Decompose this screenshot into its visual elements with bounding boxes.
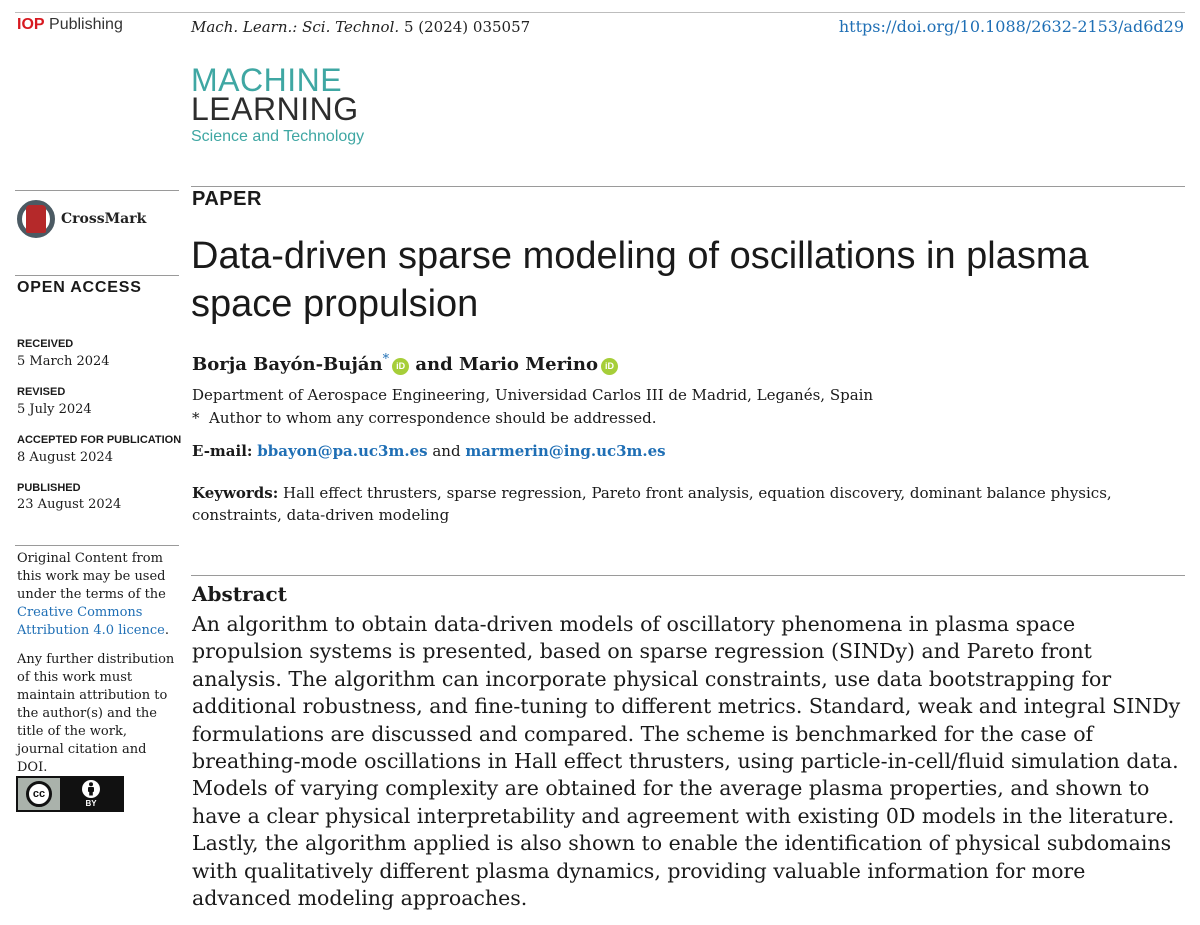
affiliation: Department of Aerospace Engineering, Universidad Carlos III de Madrid, Leganés, Spain bbox=[192, 386, 874, 404]
license-text-end: . bbox=[164, 623, 169, 638]
open-access-label: OPEN ACCESS bbox=[17, 279, 142, 296]
author-name[interactable]: Borja Bayón-Buján bbox=[192, 354, 383, 375]
keywords-text: Hall effect thrusters, sparse regression, Pareto front analysis, equation discovery, dominant balance physics, constraints, data-driven modeling bbox=[192, 484, 1112, 524]
section-label: PAPER bbox=[192, 188, 262, 210]
date-value: 5 March 2024 bbox=[17, 354, 110, 369]
paper-title: Data-driven sparse modeling of oscillations in plasma space propulsion bbox=[191, 235, 1089, 325]
crossmark-badge[interactable] bbox=[17, 200, 146, 238]
abstract-rule bbox=[191, 575, 1185, 576]
email-line bbox=[192, 442, 666, 460]
by-label: BY bbox=[85, 799, 97, 808]
email-link[interactable]: bbayon@pa.uc3m.es bbox=[257, 442, 428, 460]
publisher-logo-text: Publishing bbox=[49, 16, 123, 33]
journal-abbrev: Mach. Learn.: Sci. Technol. bbox=[191, 18, 400, 36]
email-label: E-mail: bbox=[192, 442, 253, 460]
license-link[interactable]: Creative Commons Attribution 4.0 licence bbox=[17, 605, 165, 638]
attribution-person-icon bbox=[82, 780, 100, 798]
journal-logo-line3: Science and Technology bbox=[191, 128, 365, 145]
keywords-label: Keywords: bbox=[192, 484, 279, 502]
publisher-logo[interactable] bbox=[17, 16, 123, 34]
journal-reference bbox=[191, 18, 530, 36]
crossmark-icon bbox=[17, 200, 55, 238]
email-link[interactable]: marmerin@ing.uc3m.es bbox=[465, 442, 666, 460]
keywords bbox=[192, 482, 1182, 526]
distribution-note: Any further distribution of this work must maintain attribution to the author(s) and the title of the work, journal citation and DOI. bbox=[17, 652, 175, 775]
journal-logo[interactable] bbox=[191, 64, 364, 145]
corresponding-mark: * bbox=[382, 352, 390, 367]
date-label: RECEIVED bbox=[17, 338, 74, 350]
correspondence-text: Author to whom any correspondence should be addressed. bbox=[209, 409, 657, 427]
license-statement bbox=[17, 550, 177, 640]
orcid-icon[interactable]: iD bbox=[392, 358, 409, 375]
email-connector: and bbox=[432, 442, 461, 460]
abstract-heading: Abstract bbox=[192, 582, 287, 606]
date-value: 5 July 2024 bbox=[17, 402, 92, 417]
sidebar-rule bbox=[15, 275, 179, 276]
author-connector: and bbox=[415, 354, 453, 375]
correspondence-note bbox=[192, 409, 657, 427]
date-label: ACCEPTED FOR PUBLICATION bbox=[17, 434, 182, 446]
author-list bbox=[192, 352, 618, 375]
volume-info: 5 (2024) 035057 bbox=[403, 18, 531, 36]
cc-icon: cc bbox=[26, 781, 52, 807]
publisher-logo-bold: IOP bbox=[17, 16, 45, 33]
header-rule bbox=[15, 12, 1185, 13]
paper-rule bbox=[191, 186, 1185, 187]
cc-by-badge[interactable] bbox=[16, 776, 124, 812]
date-label: REVISED bbox=[17, 386, 66, 398]
correspondence-mark: * bbox=[192, 409, 200, 427]
date-label: PUBLISHED bbox=[17, 482, 81, 494]
abstract-text: An algorithm to obtain data-driven models of oscillatory phenomena in plasma space propulsion systems is presented, based on sparse regression (SINDy) and Pareto front analysis. The algorithm can incorporate physical constraints, use data bootstrapping for additional robustness, and fine-tuning to different metrics. Standard, weak and integral SINDy formulations are discussed and compared. The scheme is benchmarked for the case of breathing-mode oscillations in Hall effect thrusters, using particle-in-cell/fluid simulation data. Models of varying complexity are obtained for the average plasma properties, and shown to have a clear physical interpretability and agreement with existing 0D models in the literature. Lastly, the algorithm applied is also shown to enable the identification of physical subdomains with qualitatively different plasma dynamics, providing valuable information for more advanced modeling approaches. bbox=[192, 612, 1181, 911]
journal-logo-line1: MACHINE bbox=[191, 62, 343, 98]
orcid-icon[interactable]: iD bbox=[601, 358, 618, 375]
journal-logo-line2: LEARNING bbox=[191, 91, 359, 127]
author-name[interactable]: Mario Merino bbox=[459, 354, 598, 375]
crossmark-label: CrossMark bbox=[61, 211, 147, 227]
sidebar-rule bbox=[15, 545, 179, 546]
doi-link[interactable]: https://doi.org/10.1088/2632-2153/ad6d29 bbox=[838, 17, 1184, 36]
date-value: 8 August 2024 bbox=[17, 450, 113, 465]
sidebar-rule bbox=[15, 190, 179, 191]
date-value: 23 August 2024 bbox=[17, 497, 122, 512]
license-text: Original Content from this work may be used under the terms of the bbox=[17, 551, 166, 602]
